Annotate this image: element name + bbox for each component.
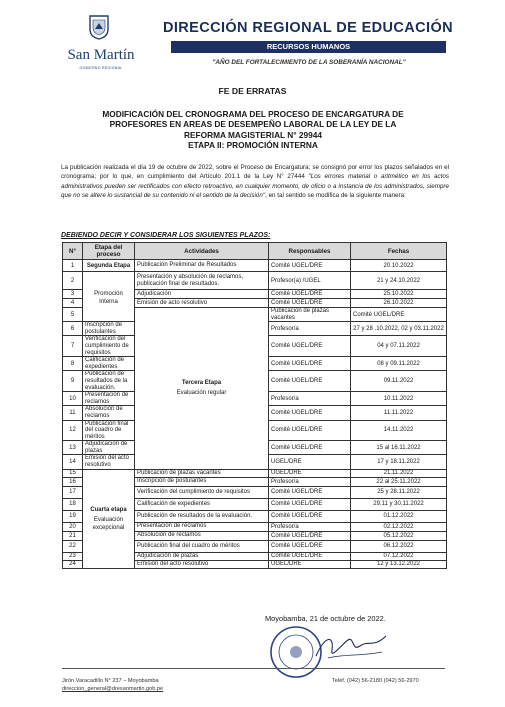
intro-text: La publicación realizada el día 19 de octubre de 2022, sobre el Proceso de Encargatura; se consignó por error los plazos señalados en el cronograma; por lo que, en cumplimiento del Artículo 201.1 de la Ley N° 27444 bbox=[61, 164, 449, 181]
date-cell: 05.12.2022 bbox=[351, 531, 447, 540]
row-number: 20 bbox=[63, 522, 83, 531]
stage-cell bbox=[83, 260, 135, 272]
stage-name: Tercera Etapa bbox=[181, 380, 222, 387]
responsible-cell: Profesor/a bbox=[269, 522, 351, 531]
footer-address: Jirón Varacadillo N° 237 – Moyobamba bbox=[62, 678, 159, 684]
stage-description: Evaluación regular bbox=[176, 390, 227, 397]
activity-cell: Inscripción de postulantes bbox=[135, 477, 269, 486]
row-number: 4 bbox=[63, 299, 83, 308]
responsible-cell: Comité UGEL/DRE bbox=[269, 498, 351, 510]
responsible-cell: Comité UGEL/DRE bbox=[269, 510, 351, 522]
responsible-cell: Comité UGEL/DRE bbox=[269, 552, 351, 560]
responsible-cell: Comité UGEL/DRE bbox=[269, 441, 351, 455]
responsible-cell: Comité UGEL/DRE bbox=[269, 406, 351, 420]
activity-cell: Publicación de plazas vacantes bbox=[135, 469, 269, 477]
row-number: 1 bbox=[63, 260, 83, 272]
table-row bbox=[63, 260, 447, 272]
activity-cell: Absolución de reclamos bbox=[135, 531, 269, 540]
responsible-cell: Profesor(a) /UGEL bbox=[269, 272, 351, 290]
stage-cell bbox=[135, 308, 269, 470]
footer-divider bbox=[62, 668, 445, 669]
activity-cell: Publicación Preliminar de Resultados bbox=[135, 260, 269, 272]
stage-cell bbox=[83, 469, 135, 568]
regional-seal-icon bbox=[88, 14, 110, 40]
responsible-cell: Comité UGEL/DRE bbox=[269, 486, 351, 498]
row-number: 22 bbox=[63, 540, 83, 552]
responsible-cell: Profesor/a bbox=[269, 392, 351, 406]
activity-cell: Adjudicación de plazas bbox=[83, 441, 135, 455]
schedule-table bbox=[62, 242, 447, 569]
responsible-cell: Comité UGEL/DRE bbox=[269, 531, 351, 540]
row-number: 11 bbox=[63, 406, 83, 420]
date-cell: 02.12.2022 bbox=[351, 522, 447, 531]
row-number: 2 bbox=[63, 272, 83, 290]
date-cell: 06.12.2022 bbox=[351, 540, 447, 552]
activity-cell: Verificación del cumplimiento de requisitos bbox=[83, 336, 135, 357]
date-cell: 01.12.2022 bbox=[351, 510, 447, 522]
stage-name: Cuarta etapa bbox=[90, 506, 127, 513]
date-cell: 14.11.2022 bbox=[351, 420, 447, 441]
intro-paragraph bbox=[61, 163, 449, 200]
table-body bbox=[63, 260, 447, 569]
activity-cell: Publicación de resultados de la evaluación. bbox=[135, 510, 269, 522]
activity-cell: Absolución de reclamos bbox=[83, 406, 135, 420]
header-stage: Etapa del proceso bbox=[83, 243, 135, 260]
date-cell: 25.10.2022 bbox=[351, 290, 447, 299]
brand-subtitle: GOBIERNO REGIONAL bbox=[79, 66, 123, 70]
stage-cell bbox=[83, 272, 135, 322]
date-cell: 12 y 13.12.2022 bbox=[351, 560, 447, 568]
activity-cell: Presentación de reclamos bbox=[83, 392, 135, 406]
department-bar: RECURSOS HUMANOS bbox=[171, 41, 446, 53]
title-line: ETAPA II: PROMOCIÓN INTERNA bbox=[188, 140, 318, 151]
stage-description: Promoción Interna bbox=[94, 290, 123, 305]
date-cell: 17 y 18.11.2022 bbox=[351, 455, 447, 469]
header-responsible: Responsables bbox=[269, 243, 351, 260]
header-number: N° bbox=[63, 243, 83, 260]
row-number: 6 bbox=[63, 322, 83, 336]
row-number: 5 bbox=[63, 308, 83, 322]
row-number: 7 bbox=[63, 336, 83, 357]
institution-title: DIRECCIÓN REGIONAL DE EDUCACIÓN bbox=[162, 20, 454, 36]
date-cell: 15 al 16.11.2022 bbox=[351, 441, 447, 455]
stage-name: Segunda Etapa bbox=[86, 262, 131, 269]
row-number: 9 bbox=[63, 371, 83, 392]
activity-cell: Adjudicación de plazas bbox=[135, 552, 269, 560]
responsible-cell: Comité UGEL/DRE bbox=[269, 290, 351, 299]
table-row bbox=[63, 469, 447, 477]
year-motto: "AÑO DEL FORTALECIMIENTO DE LA SOBERANÍA NACIONAL" bbox=[212, 59, 406, 66]
footer-email-link[interactable]: direccion_general@dresanmartin.gob.pe bbox=[62, 686, 164, 692]
document-heading: FE DE ERRATAS bbox=[218, 86, 287, 96]
responsible-cell: Comité UGEL/DRE bbox=[269, 540, 351, 552]
document-title bbox=[92, 109, 414, 151]
activity-cell: Calificación de expedientes bbox=[83, 357, 135, 371]
date-cell: 20.10.2022 bbox=[351, 260, 447, 272]
activity-cell: Publicación de resultados de la evaluación. bbox=[83, 371, 135, 392]
row-number: 14 bbox=[63, 455, 83, 469]
table-row bbox=[63, 272, 447, 290]
activity-cell: Inscripción de postulantes bbox=[83, 322, 135, 336]
title-line: REFORMA MAGISTERIAL N° 29944 bbox=[184, 129, 322, 140]
intro-end: , en tal sentido se modifica de la siguiente manera: bbox=[265, 191, 406, 199]
header-dates: Fechas bbox=[351, 243, 447, 260]
signature-icon bbox=[312, 626, 392, 666]
row-number: 15 bbox=[63, 469, 83, 477]
activity-cell: Presentación de reclamos bbox=[135, 522, 269, 531]
date-cell: 27 y 28 .10.2022, 02 y 03.11.2022 bbox=[351, 322, 447, 336]
schedule-subheading: DEBIENDO DECIR Y CONSIDERAR LOS SIGUIENTES PLAZOS: bbox=[61, 232, 271, 239]
row-number: 3 bbox=[63, 290, 83, 299]
san-martin-logo bbox=[62, 14, 140, 74]
activity-cell: Emisión del acto resolutivo bbox=[83, 455, 135, 469]
activity-cell: Emisión de acto resolutivo bbox=[135, 299, 269, 308]
responsible-cell: Comité UGEL/DRE bbox=[351, 308, 447, 322]
activity-cell: Adjudicación bbox=[135, 290, 269, 299]
title-line: MODIFICACIÓN DEL CRONOGRAMA DEL PROCESO DE ENCARGATURA DE bbox=[102, 109, 404, 119]
header-activities: Actividades bbox=[135, 243, 269, 260]
date-cell: 21.11.2022 bbox=[351, 469, 447, 477]
row-number: 24 bbox=[63, 560, 83, 568]
responsible-cell: Comité UGEL/DRE bbox=[269, 260, 351, 272]
intro-quote: "Los errores material o aritmético en los actos administrativos pueden ser rectificados con efecto retroactivo, en cualquier momento, de oficio o a instancia de los administrados, siempre que no se altere lo sustancial de su contenido ni el sentido de la decisión" bbox=[61, 173, 449, 199]
date-cell: 04 y 07.11.2022 bbox=[351, 336, 447, 357]
responsible-cell: Profesor/a bbox=[269, 322, 351, 336]
responsible-cell: UGEL/DRE bbox=[269, 469, 351, 477]
row-number: 10 bbox=[63, 392, 83, 406]
date-cell: 22 al 25.11.2022 bbox=[351, 477, 447, 486]
row-number: 16 bbox=[63, 477, 83, 486]
table-header-row bbox=[63, 243, 447, 260]
responsible-cell: Profesor/a bbox=[269, 477, 351, 486]
row-number: 17 bbox=[63, 486, 83, 498]
date-cell: 11.11.2022 bbox=[351, 406, 447, 420]
row-number: 12 bbox=[63, 420, 83, 441]
row-number: 18 bbox=[63, 498, 83, 510]
row-number: 21 bbox=[63, 531, 83, 540]
row-number: 13 bbox=[63, 441, 83, 455]
date-cell: 21 y 24.10.2022 bbox=[351, 272, 447, 290]
row-number: 23 bbox=[63, 552, 83, 560]
brand-name: San Martín bbox=[67, 47, 135, 63]
activity-cell: Publicación final del cuadro de méritos bbox=[83, 420, 135, 441]
row-number: 19 bbox=[63, 510, 83, 522]
activity-cell: Calificación de expedientes bbox=[135, 498, 269, 510]
activity-cell: Verificación del cumplimiento de requisitos bbox=[135, 486, 269, 498]
activity-cell: Emisión del acto resolutivo bbox=[135, 560, 269, 568]
activity-cell: Publicación de plazas vacantes bbox=[269, 308, 351, 322]
date-cell: 07.12.2022 bbox=[351, 552, 447, 560]
responsible-cell: UGEL/DRE bbox=[269, 455, 351, 469]
date-cell: 08 y 09.11.2022 bbox=[351, 357, 447, 371]
responsible-cell: Comité UGEL/DRE bbox=[269, 420, 351, 441]
responsible-cell: UGEL/DRE bbox=[269, 560, 351, 568]
date-cell: 10.11.2022 bbox=[351, 392, 447, 406]
footer-phone: Teléf. (042) 56-2180 (042) 56-2970 bbox=[332, 678, 419, 684]
date-cell: 25 y 28.11.2022 bbox=[351, 486, 447, 498]
responsible-cell: Comité UGEL/DRE bbox=[269, 299, 351, 308]
stage-description: Evaluación excepcional bbox=[92, 516, 125, 531]
date-cell: 29.11 y 30.11.2022 bbox=[351, 498, 447, 510]
row-number: 8 bbox=[63, 357, 83, 371]
responsible-cell: Comité UGEL/DRE bbox=[269, 357, 351, 371]
date-cell: 26.10.2022 bbox=[351, 299, 447, 308]
responsible-cell: Comité UGEL/DRE bbox=[269, 371, 351, 392]
activity-cell: Publicación final del cuadro de méritos bbox=[135, 540, 269, 552]
activity-cell: Presentación y absolución de reclamos, publicación final de resultados. bbox=[135, 272, 269, 290]
place-date: Moyobamba, 21 de octubre de 2022. bbox=[265, 614, 386, 623]
title-line: PROFESORES EN AREAS DE DESEMPEÑO LABORAL DE LA LEY DE LA bbox=[109, 119, 397, 130]
date-cell: 09.11.2022 bbox=[351, 371, 447, 392]
responsible-cell: Comité UGEL/DRE bbox=[269, 336, 351, 357]
